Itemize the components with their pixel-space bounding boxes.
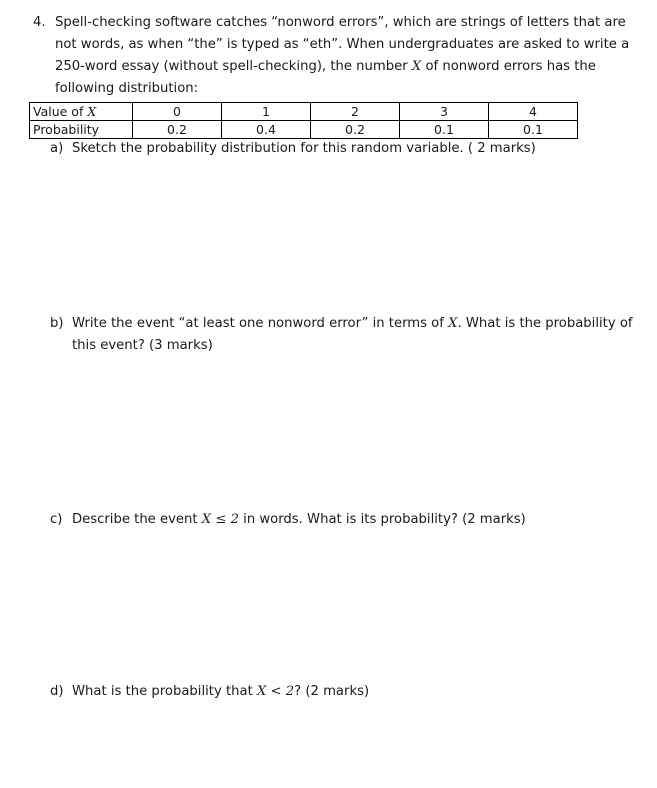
part-d-expression: X < 2 [256,684,295,699]
part-b-text-b: . What is the probability of [457,316,633,331]
part-d-text-b: ? (2 marks) [294,684,370,699]
value-cell: 1 [222,103,311,121]
part-b-line-2: this event? (3 marks) [72,338,213,353]
part-d-label: d) [50,684,64,699]
row-label-variable: X [87,104,97,119]
table-row-values [30,103,578,121]
intro-line-3-start: 250-word essay (without spell-checking), the number [55,59,408,74]
question-intro-line-1: Spell-checking software catches “nonword errors”, which are strings of letters that are [55,15,626,30]
part-c-text-a: Describe the event [72,512,198,527]
value-cell: 2 [311,103,400,121]
part-a-text: Sketch the probability distribution for this random variable. ( 2 marks) [72,141,536,156]
question-intro-line-2: not words, as when “the” is typed as “eth”. When undergraduates are asked to write a [55,37,630,52]
value-cell: 0 [133,103,222,121]
probability-cell: 0.1 [400,121,489,139]
probability-cell: 0.1 [489,121,578,139]
row-label-value [30,103,133,121]
part-d-text-a: What is the probability that [72,684,253,699]
distribution-table [29,102,578,139]
part-b-line-1 [72,316,633,331]
question-number: 4. [33,15,46,30]
part-c-expression: X ≤ 2 [201,512,239,527]
probability-cell: 0.4 [222,121,311,139]
part-b-label: b) [50,316,64,331]
table-row-probabilities [30,121,578,139]
variable-x: X [411,59,422,74]
value-cell: 4 [489,103,578,121]
probability-cell: 0.2 [311,121,400,139]
value-cell: 3 [400,103,489,121]
intro-line-3-end: of nonword errors has the [425,59,596,74]
row-label-probability: Probability [30,121,133,139]
part-d-text [72,684,369,699]
variable-x: X [448,316,458,331]
row-label-value-text: Value of [33,104,84,119]
question-intro-line-4: following distribution: [55,81,199,96]
part-c-text [72,512,526,527]
part-c-label: c) [50,512,63,527]
probability-cell: 0.2 [133,121,222,139]
part-a-label: a) [50,141,64,156]
part-b-text-a: Write the event “at least one nonword error” in terms of [72,316,444,331]
question-intro-line-3 [55,59,596,74]
part-c-text-b: in words. What is its probability? (2 marks) [243,512,526,527]
